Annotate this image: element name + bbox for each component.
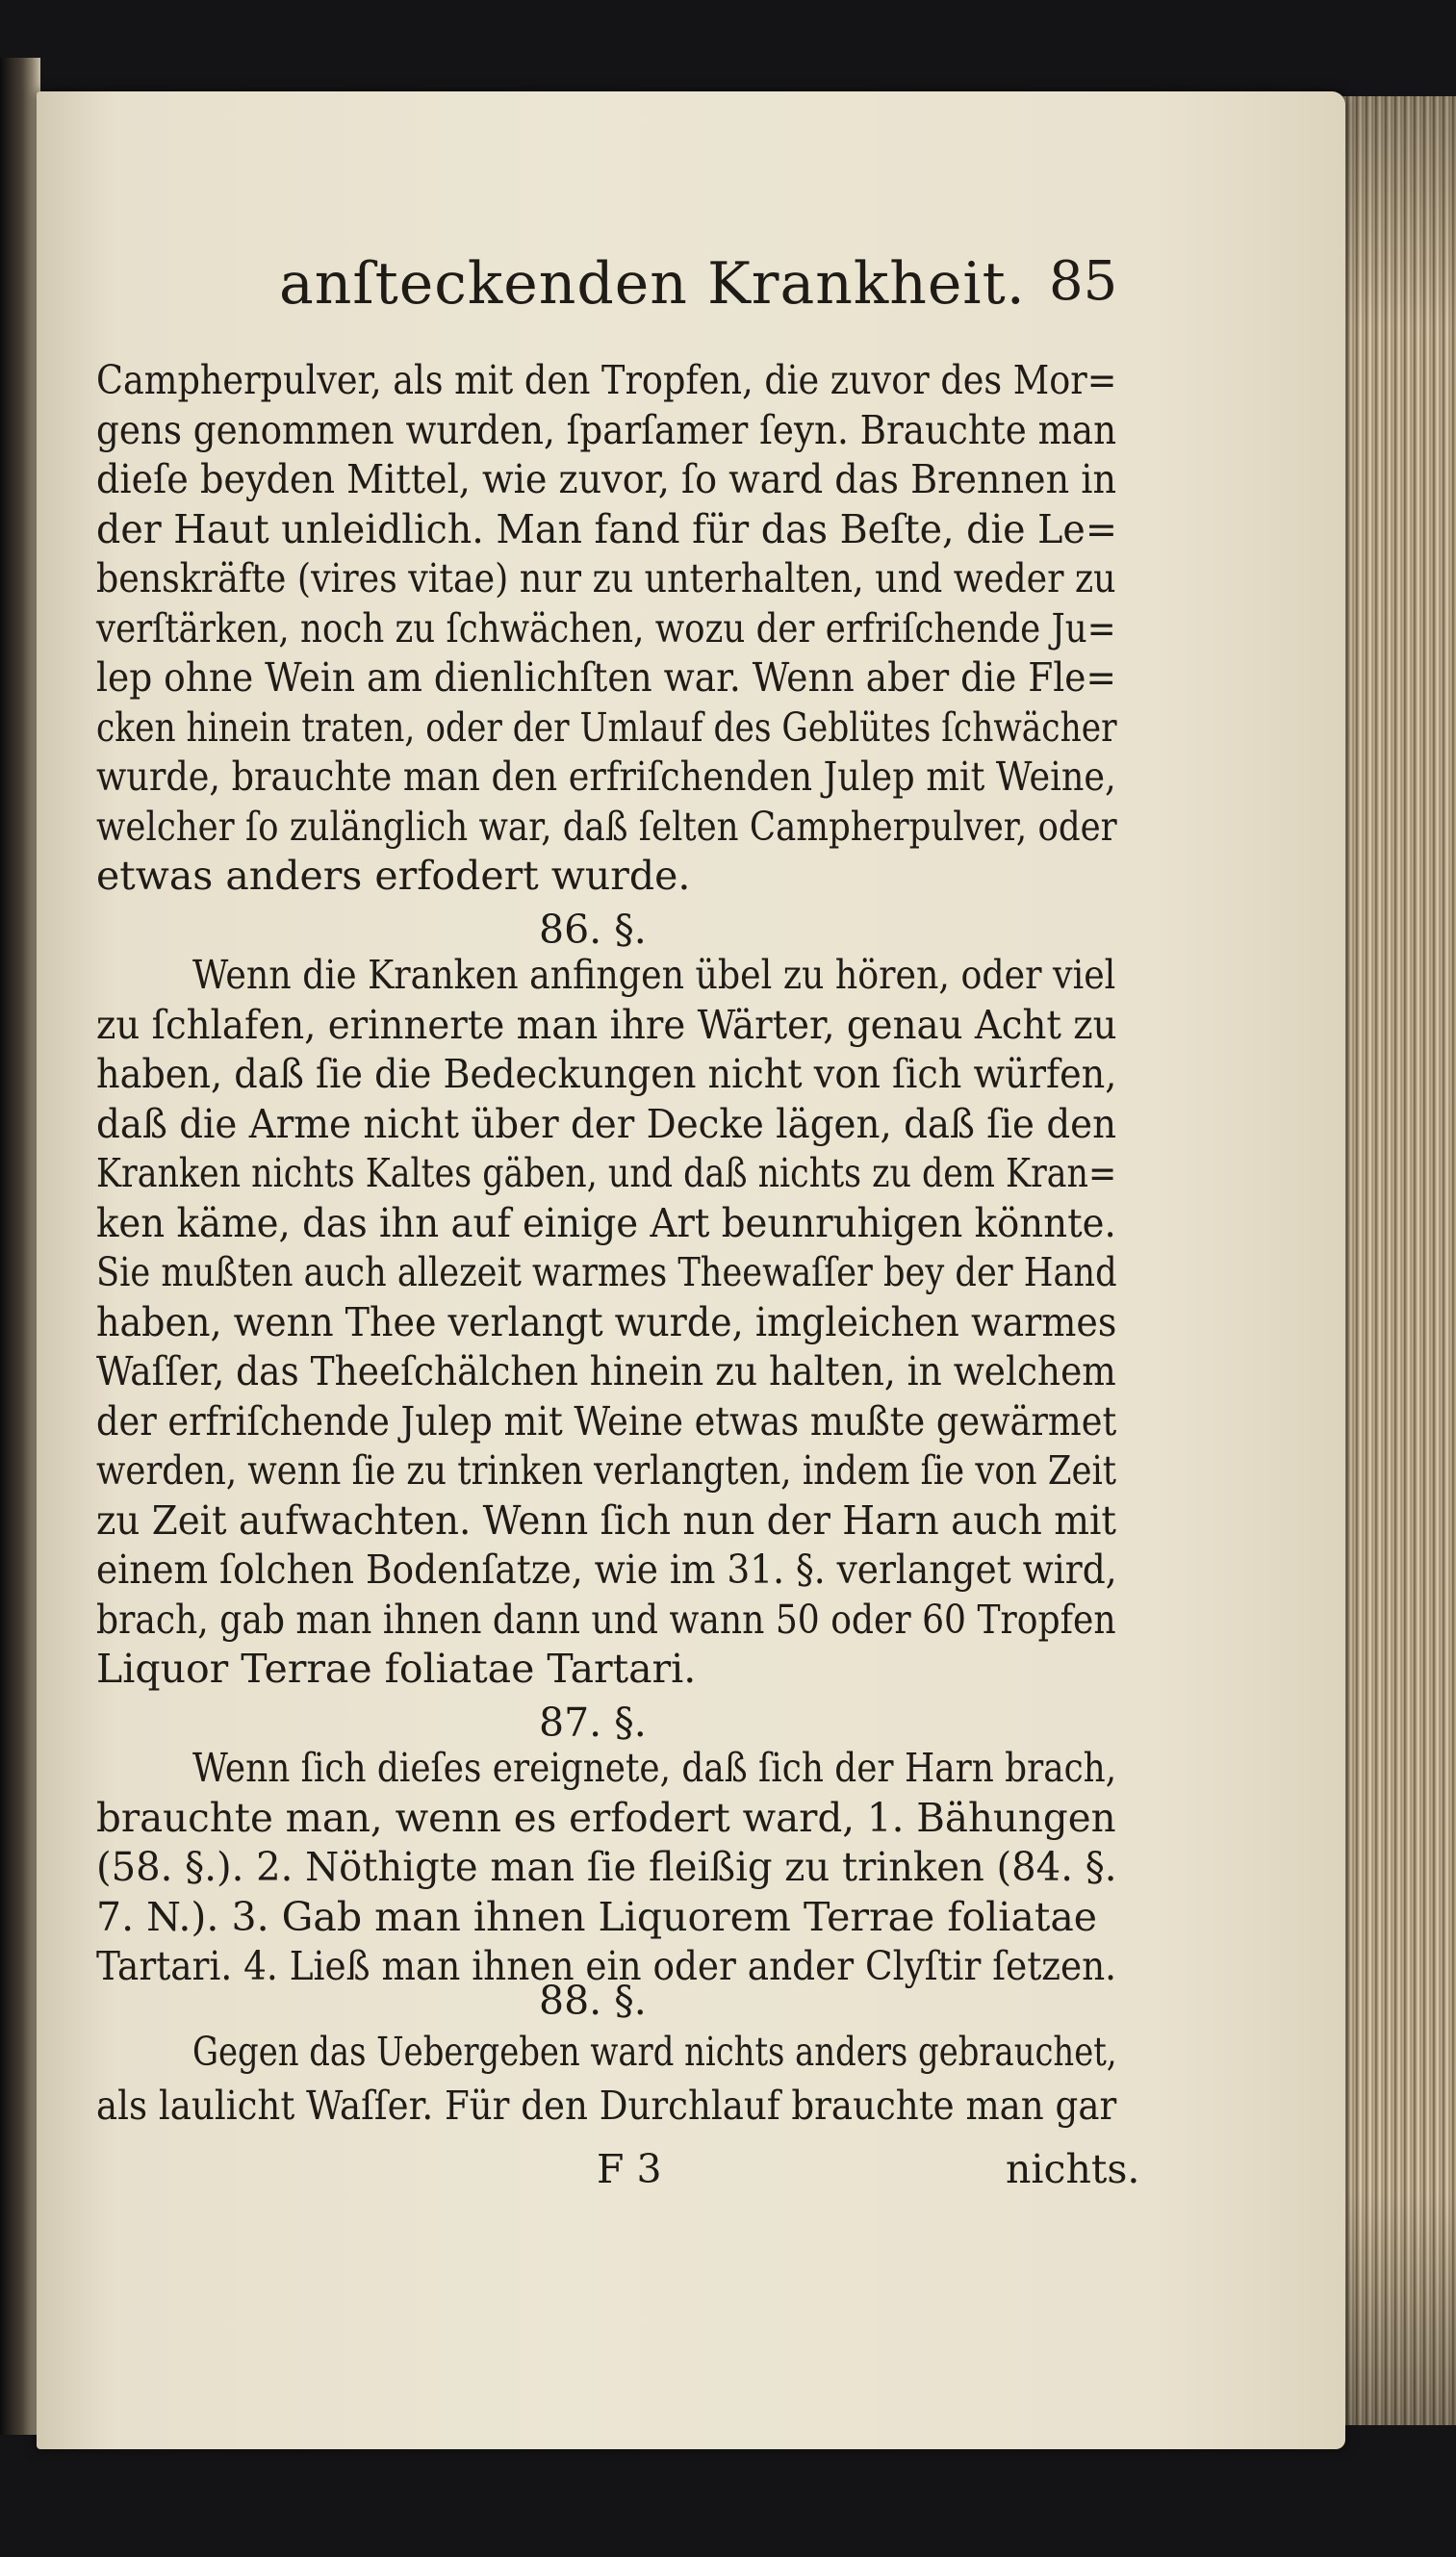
text-line: Kranken nichts Kaltes gäben, und daß nichts zu dem Kran= (96, 1150, 1117, 1196)
text-line: dieſe beyden Mittel, wie zuvor, ſo ward das Brennen in (96, 456, 1117, 502)
text-line: verſtärken, noch zu ſchwächen, wozu der erfriſchende Ju= (96, 605, 1116, 652)
text-line: werden, wenn ſie zu trinken verlangten, indem ſie von Zeit (96, 1447, 1117, 1494)
text-line: wurde, brauchte man den erfriſchenden Julep mit Weine, (96, 754, 1116, 800)
text-line: zu ſchlafen, erinnerte man ihre Wärter, genau Acht zu (96, 1002, 1117, 1048)
text-line: Wenn die Kranken anfingen übel zu hören, oder viel (192, 952, 1116, 998)
text-line: lep ohne Wein am dienlichſten war. Wenn aber die Fle= (96, 654, 1116, 701)
text-line: zu Zeit aufwachten. Wenn ſich nun der Harn auch mit (96, 1497, 1116, 1544)
text-line: brach, gab man ihnen dann und wann 50 oder 60 Tropfen (96, 1597, 1116, 1643)
section-heading: 87. §. (539, 1700, 647, 1746)
left-page-edge (0, 58, 40, 2435)
text-line: haben, daß ſie die Bedeckungen nicht von ſich würfen, (96, 1051, 1117, 1097)
text-line: (58. §.). 2. Nöthigte man ſie fleißig zu trinken (84. §. (96, 1844, 1117, 1890)
text-line: Tartari. 4. Ließ man ihnen ein oder ander Clyſtir ſetzen. (96, 1943, 1117, 1989)
text-line: daß die Arme nicht über der Decke lägen, daß ſie den (96, 1101, 1117, 1147)
text-line: brauchte man, wenn es erfodert ward, 1. Bähungen (96, 1795, 1116, 1841)
signature-mark: F 3 (597, 2146, 662, 2192)
text-line: der Haut unleidlich. Man fand für das Beſte, die Le= (96, 506, 1118, 552)
running-head: anſteckenden Krankheit. (279, 250, 1026, 318)
text-line: gens genommen wurden, ſparſamer ſeyn. Brauchte man (96, 407, 1117, 453)
text-line: etwas anders erfodert wurde. (96, 853, 691, 899)
text-line: 7. N.). 3. Gab man ihnen Liquorem Terrae foliatae (96, 1894, 1098, 1940)
book-fore-edge (1328, 96, 1456, 2425)
text-line: Gegen das Uebergeben ward nichts anders gebrauchet, (192, 2029, 1117, 2075)
text-line: haben, wenn Thee verlangt wurde, imgleichen warmes (96, 1299, 1117, 1345)
text-line: benskräfte (vires vitae) nur zu unterhalten, und weder zu (96, 555, 1116, 601)
text-line: welcher ſo zulänglich war, daß ſelten Campherpulver, oder (96, 804, 1117, 850)
text-line: Wenn ſich dieſes ereignete, daß ſich der Harn brach, (192, 1745, 1117, 1791)
text-line: einem ſolchen Bodenſatze, wie im 31. §. verlanget wird, (96, 1547, 1117, 1593)
text-line: der erfriſchende Julep mit Weine etwas mußte gewärmet (96, 1398, 1117, 1445)
section-heading: 88. §. (539, 1978, 647, 2024)
catchword: nichts. (1006, 2146, 1140, 2192)
text-line: Waſſer, das Theeſchälchen hinein zu halten, in welchem (96, 1348, 1116, 1394)
text-line: als laulicht Waſſer. Für den Durchlauf brauchte man gar (96, 2083, 1117, 2129)
text-line: Sie mußten auch allezeit warmes Theewaſſer bey der Hand (96, 1249, 1117, 1295)
page-number: 85 (1049, 250, 1118, 313)
text-line: cken hinein traten, oder der Umlauf des Geblütes ſchwächer (96, 704, 1117, 751)
text-line: Campherpulver, als mit den Tropfen, die zuvor des Mor= (96, 357, 1117, 403)
text-line: Liquor Terrae foliatae Tartari. (96, 1646, 697, 1692)
text-line: ken käme, das ihn auf einige Art beunruhigen könnte. (96, 1200, 1116, 1246)
section-heading: 86. §. (539, 907, 647, 953)
